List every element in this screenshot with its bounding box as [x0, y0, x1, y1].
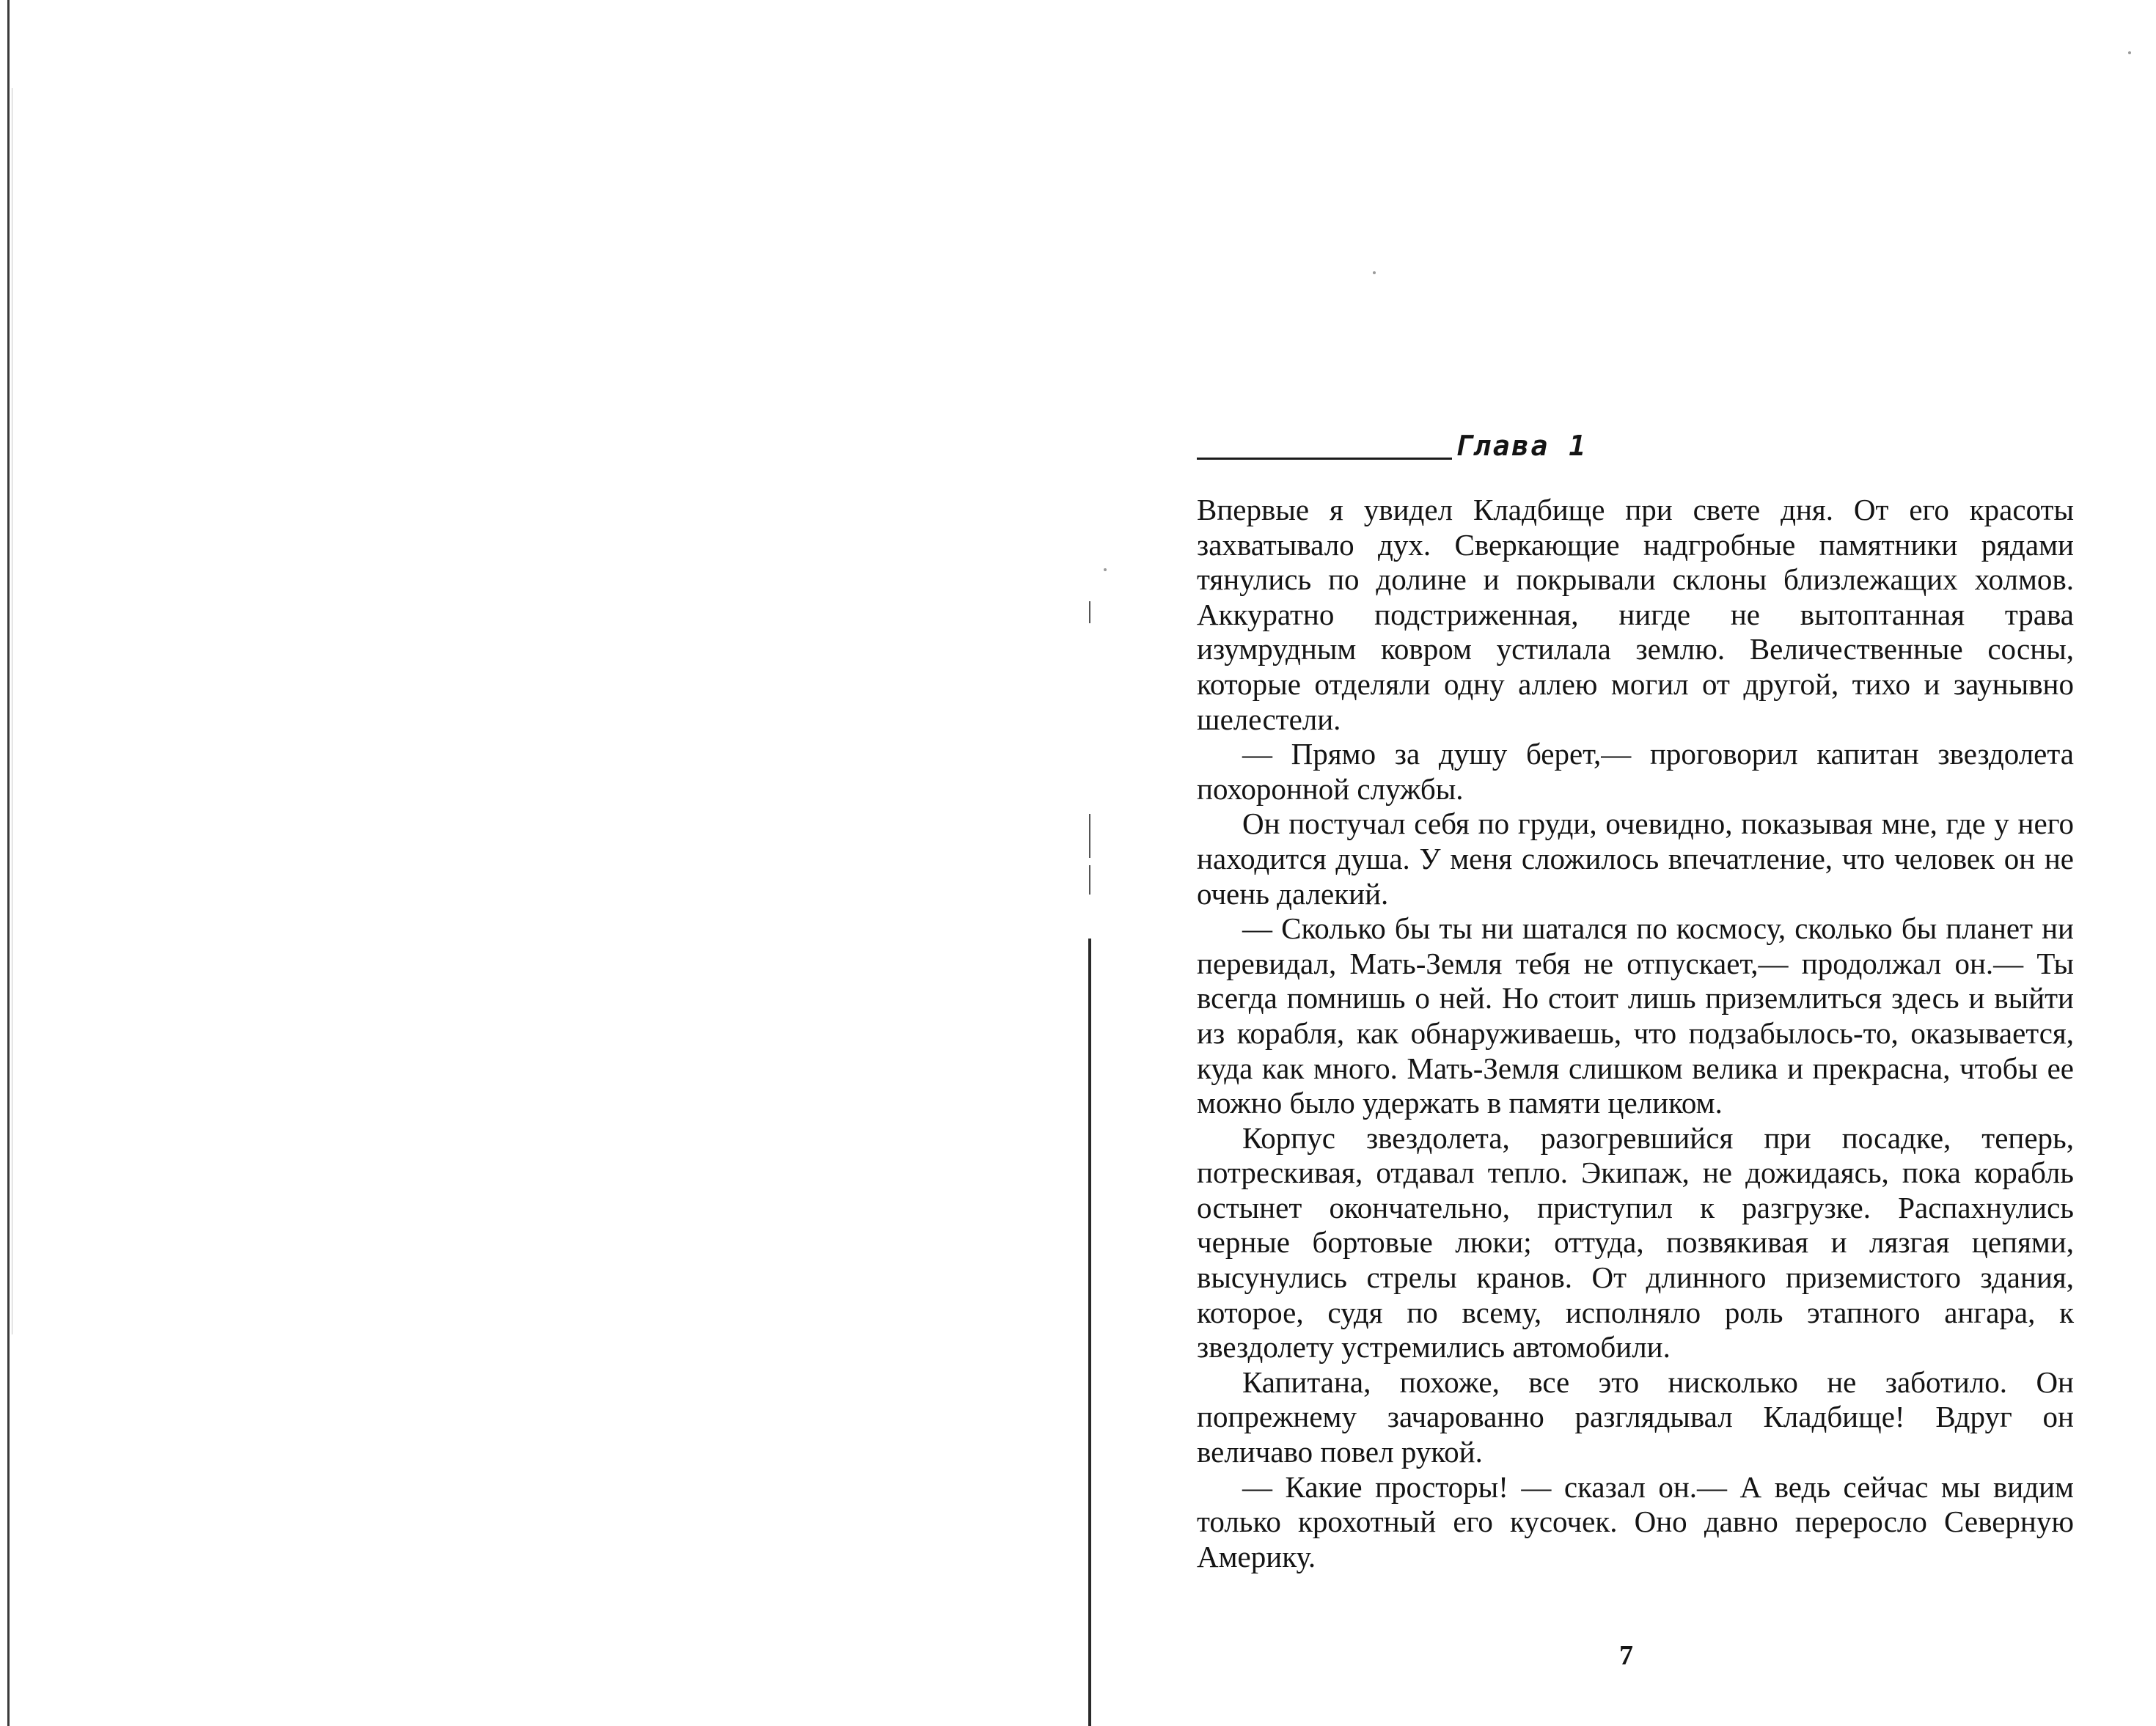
paragraph: Капитана, похоже, все это нисколько не заботило. Он попрежнему зачарованно разглядывал Кладбище! Вдруг он величаво повел рукой. — [1197, 1365, 2074, 1469]
scan-speck — [1373, 271, 1376, 274]
scan-speck — [2128, 51, 2131, 54]
gutter-mark — [1089, 865, 1090, 895]
chapter-rule — [1197, 458, 1452, 460]
paragraph: Корпус звездолета, разогревшийся при посадке, теперь, потрескивая, отдавал тепло. Экипаж, не дожидаясь, пока корабль остынет окончательно, приступил к разгрузке. Распахнулись черные бортовые люки; оттуда, позвякивая и лязгая цепями, высунулись стрелы кранов. От длинного приземистого здания, которое, судя по всему, исполняло роль этапного ангара, к звездолету устремились автомобили. — [1197, 1120, 2074, 1365]
gutter-mark — [1089, 601, 1090, 623]
chapter-heading — [1197, 427, 2074, 471]
gutter-mark — [1089, 814, 1090, 858]
paragraph: — Сколько бы ты ни шатался по космосу, сколько бы планет ни перевидал, Мать-Земля тебя не отпускает,— продолжал он.— Ты всегда помнишь о ней. Но стоит лишь приземлиться здесь и выйти из корабля, как обнаруживаешь, что подзабылось-то, оказывается, куда как много. Мать-Земля слишком велика и прекрасна, чтобы ее можно было удержать в памяти целиком. — [1197, 911, 2074, 1120]
left-page-edge — [7, 0, 10, 1726]
scan-speck — [1104, 568, 1107, 571]
book-gutter — [1088, 939, 1091, 1726]
right-page — [1197, 427, 2074, 1574]
paragraph: — Прямо за душу берет,— проговорил капитан звездолета похоронной службы. — [1197, 737, 2074, 806]
paragraph: Он постучал себя по груди, очевидно, показывая мне, где у него находится душа. У меня сложилось впечатление, что человек он не очень далекий. — [1197, 807, 2074, 911]
body-text — [1197, 493, 2074, 1574]
paragraph: — Какие просторы! — сказал он.— А ведь сейчас мы видим только крохотный его кусочек. Оно давно переросло Северную Америку. — [1197, 1469, 2074, 1573]
chapter-title: Глава 1 — [1455, 430, 1588, 462]
page-number: 7 — [1619, 1640, 1633, 1671]
paragraph: Впервые я увидел Кладбище при свете дня. От его красоты захватывало дух. Сверкающие надгробные памятники рядами тянулись по долине и покрывали склоны близлежащих холмов. Аккуратно подстриженная, нигде не вытоптанная трава изумрудным ковром устилала землю. Величественные сосны, которые отделяли одну аллею могил от другой, тихо и заунывно шелестели. — [1197, 493, 2074, 736]
